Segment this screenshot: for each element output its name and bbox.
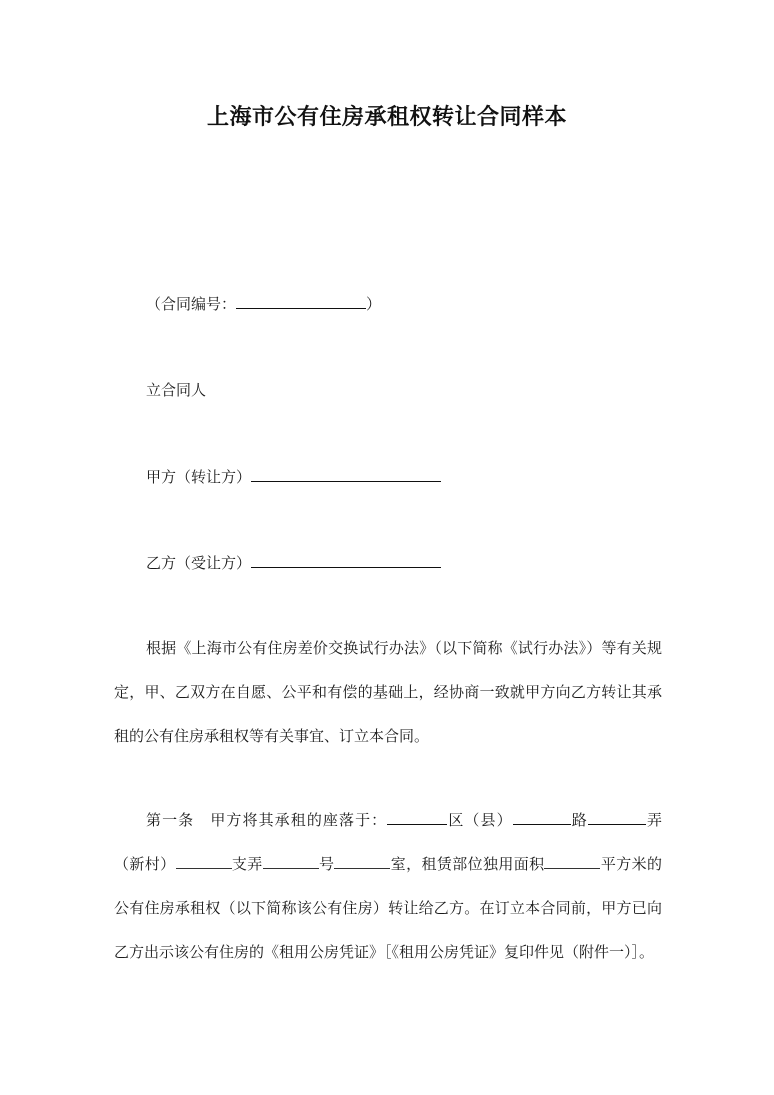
number-blank xyxy=(263,854,319,869)
lane-blank xyxy=(588,810,646,825)
road-blank xyxy=(513,810,571,825)
area-tail: 平方米的公有住房承租权（以下简称该公有住房）转让给乙方。在订立本合同前，甲方已向乙方出示该公有住房的《租用公房凭证》［《租用公房凭证》复印件见（附件一）］。 xyxy=(114,855,662,961)
article-1-lead: 第一条 甲方将其承租的座落于： xyxy=(146,811,388,829)
room-blank xyxy=(334,854,390,869)
party-a-blank xyxy=(251,467,441,482)
number-label: 号 xyxy=(318,855,335,873)
contract-number-blank xyxy=(236,294,366,309)
contract-number-close: ） xyxy=(366,295,382,313)
party-a-line xyxy=(146,467,441,487)
contract-number-line xyxy=(146,294,381,314)
lane-label: 弄（新村） xyxy=(114,811,662,873)
branch-lane-label: 支弄 xyxy=(231,855,263,873)
party-b-label: 乙方（受让方） xyxy=(146,554,252,572)
contract-number-label: （合同编号： xyxy=(146,295,237,313)
party-b-line xyxy=(146,553,441,573)
party-a-label: 甲方（转让方） xyxy=(146,468,252,486)
district-blank xyxy=(387,810,447,825)
area-blank xyxy=(544,854,600,869)
road-label: 路 xyxy=(570,811,588,829)
party-b-blank xyxy=(251,553,441,568)
district-label: 区（县） xyxy=(447,811,513,829)
branch-lane-blank xyxy=(176,854,232,869)
document-title: 上海市公有住房承租权转让合同样本 xyxy=(206,105,567,130)
parties-heading: 立合同人 xyxy=(146,381,207,399)
preamble-paragraph: 根据《上海市公有住房差价交换试行办法》（以下简称《试行办法》）等有关规定，甲、乙双方在自愿、公平和有偿的基础上，经协商一致就甲方向乙方转让其承租的公有住房承租权等有关事宜、订立本合同。 xyxy=(114,639,662,745)
article-1-paragraph xyxy=(114,798,662,974)
room-label: 室，租赁部位独用面积 xyxy=(390,855,545,873)
